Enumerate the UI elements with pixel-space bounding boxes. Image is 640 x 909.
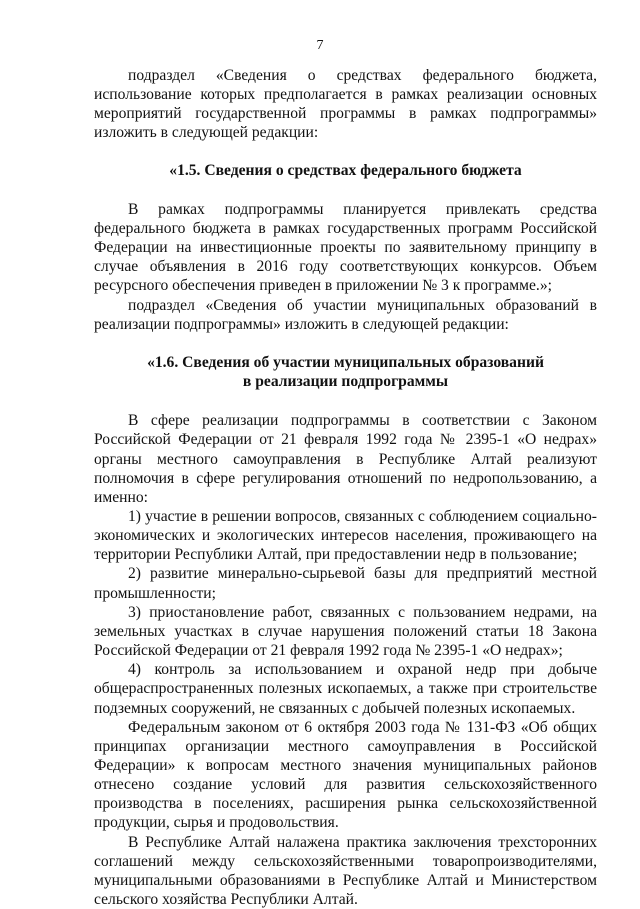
list-item-1: 1) участие в решении вопросов, связанных с соблюдением социально-экономических и экологических интересов населения, проживающего на территории Республики Алтай, при предоставлении недр в пользование; xyxy=(94,507,597,564)
list-item-4: 4) контроль за использованием и охраной недр при добыче общераспространенных полезных ископаемых, а также при строительстве подземных сооружений, не связанных с добычей полезных ископаемых. xyxy=(94,661,597,717)
section-heading-1-5: «1.5. Сведения о средствах федерального бюджета xyxy=(169,161,522,179)
list-item-3: 3) приостановление работ, связанных с пользованием недрами, на земельных участках в случае нарушения положений статьи 18 Закона Российской Федерации от 21 февраля 1992 года № 2395-1 «О недрах»; xyxy=(94,603,597,660)
paragraph-subsection-federal-budget: подраздел «Сведения о средствах федерального бюджета, использование которых предполагается в рамках реализации основных мероприятий государственной программы в рамках подпрограммы» изложить в следующей редакции: xyxy=(94,67,597,142)
page-number: 7 xyxy=(316,38,324,53)
paragraph-subsection-municipal: подраздел «Сведения об участии муниципальных образований в реализации подпрограммы» изложить в следующей редакции: xyxy=(94,296,597,333)
paragraph-subsoil-powers: В сфере реализации подпрограммы в соответствии с Законом Российской Федерации от 21 февраля 1992 года № 2395-1 «О недрах» органы местного самоуправления в Республике Алтай реализуют полномочия в сфере регулирования отношений по недропользованию, а именно: xyxy=(94,412,597,506)
paragraph-federal-budget-info: В рамках подпрограммы планируется привлекать средства федерального бюджета в рамках государственных программ Российской Федерации на инвестиционные проекты по заявительному принципу в случае объявления в 2016 году соответствующих конкурсов. Объем ресурсного обеспечения приведен в приложении № 3 к программе.»; xyxy=(94,200,597,295)
section-heading-1-6-line-1: «1.6. Сведения об участии муниципальных образований xyxy=(147,353,544,371)
paragraph-federal-law-131: Федеральным законом от 6 октября 2003 года № 131-ФЗ «Об общих принципах организации местного самоуправления в Российской Федерации» к вопросам местного значения муниципальных районов отнесено создание условий для развития сельскохозяйственного производства в поселениях, расширения рынка сельскохозяйственной продукции, сырья и продовольствия. xyxy=(94,718,597,832)
section-heading-1-6-line-2: в реализации подпрограммы xyxy=(242,373,449,391)
document-body xyxy=(94,66,597,909)
list-item-2: 2) развитие минерально-сырьевой базы для предприятий местной промышленности; xyxy=(94,565,597,602)
paragraph-trilateral-agreements: В Республике Алтай налажена практика заключения трехсторонних соглашений между сельскохозяйственными товаропроизводителями, муниципальными образованиями в Республике Алтай и Министерством сельского хозяйства Республики Алтай. xyxy=(94,833,597,909)
section-heading-1-6 xyxy=(94,353,597,391)
